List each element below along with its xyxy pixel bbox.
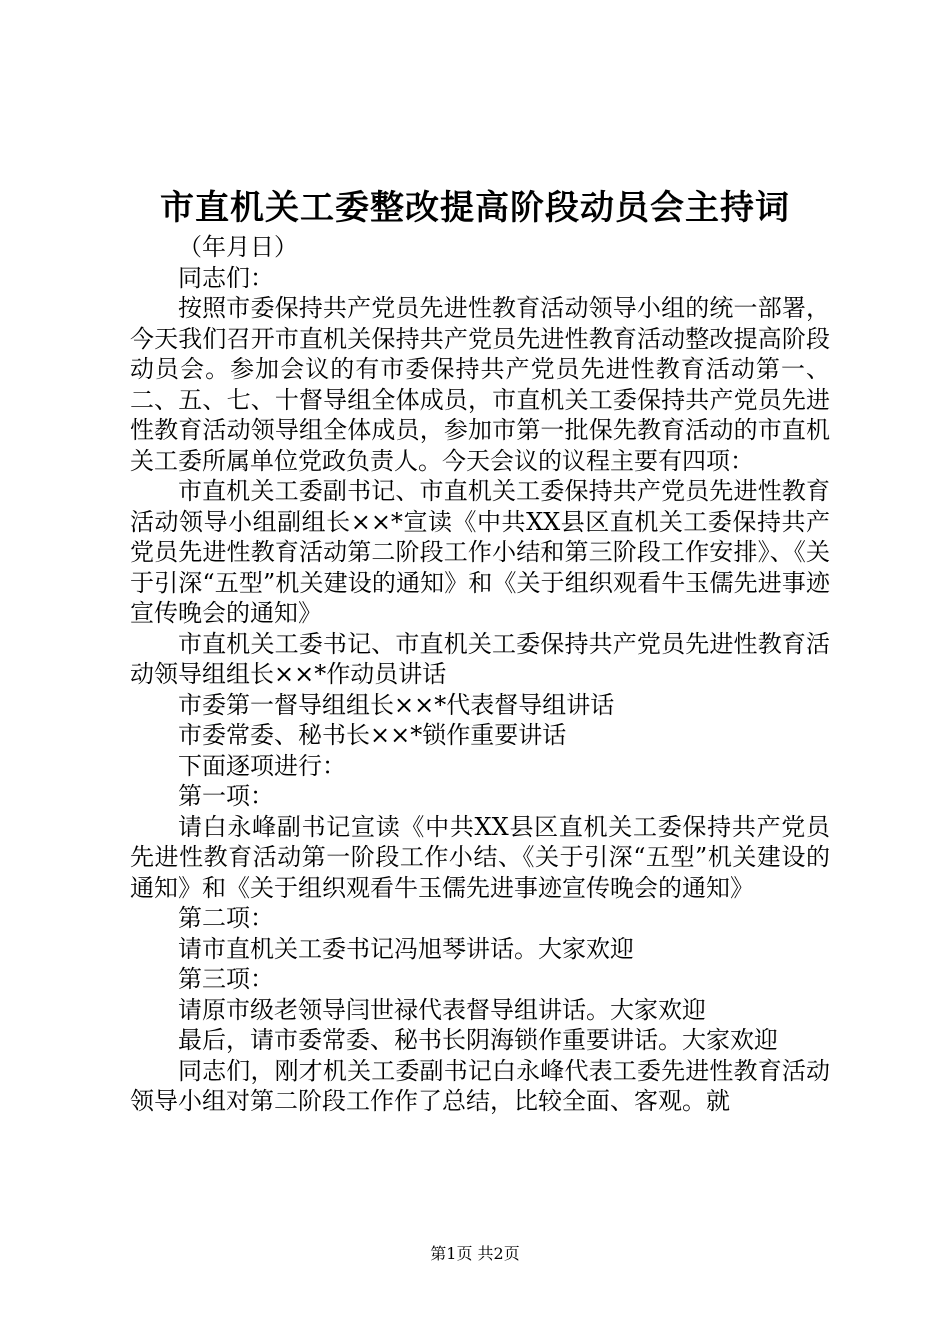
document-body [130, 232, 830, 1117]
paragraph: 市委常委、秘书长××*锁作重要讲话 [178, 721, 567, 749]
page-footer: 第1页 共2页 [430, 1244, 520, 1263]
paragraph: 请原市级老领导闫世禄代表督导组讲话。大家欢迎 [178, 995, 706, 1024]
section-heading: 第二项： [178, 904, 274, 932]
paragraph: 按照市委保持共产党员先进性教育活动领导小组的统一部署，今天我们召开市直机关保持共产党员先进性教育活动整改提高阶段动员会。参加会议的有市委保持共产党员先进性教育活动第一、二、五、七、十督导组全体成员，市直机关工委保持共产党员先进性教育活动领导组全体成员，参加市第一批保先教育活动的市直机关工委所属单位党政负责人。今天会议的议程主要有四项： [130, 294, 830, 475]
date-line: （年月日） [178, 233, 298, 261]
document-title: 市直机关工委整改提高阶段动员会主持词 [160, 188, 790, 228]
paragraph: 同志们，刚才机关工委副书记白永峰代表工委先进性教育活动领导小组对第二阶段工作作了总结，比较全面、客观。就 [130, 1056, 830, 1115]
paragraph: 市直机关工委书记、市直机关工委保持共产党员先进性教育活动领导组组长××*作动员讲话 [130, 629, 830, 688]
paragraph: 请市直机关工委书记冯旭琴讲话。大家欢迎 [178, 934, 634, 963]
paragraph: 最后，请市委常委、秘书长阴海锁作重要讲话。大家欢迎 [178, 1026, 778, 1054]
section-heading: 第一项： [178, 782, 274, 810]
paragraph: 请白永峰副书记宣读《中共XX县区直机关工委保持共产党员先进性教育活动第一阶段工作小结、《关于引深“五型”机关建设的通知》和《关于组织观看牛玉儒先进事迹宣传晚会的通知》 [130, 812, 830, 902]
salutation: 同志们： [178, 263, 274, 292]
paragraph: 市直机关工委副书记、市直机关工委保持共产党员先进性教育活动领导小组副组长××*宣读《中共XX县区直机关工委保持共产党员先进性教育活动第二阶段工作小结和第三阶段工作安排》、《关于引深“五型”机关建设的通知》和《关于组织观看牛玉儒先进事迹宣传晚会的通知》 [130, 477, 830, 627]
paragraph: 下面逐项进行： [178, 751, 346, 780]
paragraph: 市委第一督导组组长××*代表督导组讲话 [178, 690, 615, 719]
section-heading: 第三项： [178, 965, 274, 993]
